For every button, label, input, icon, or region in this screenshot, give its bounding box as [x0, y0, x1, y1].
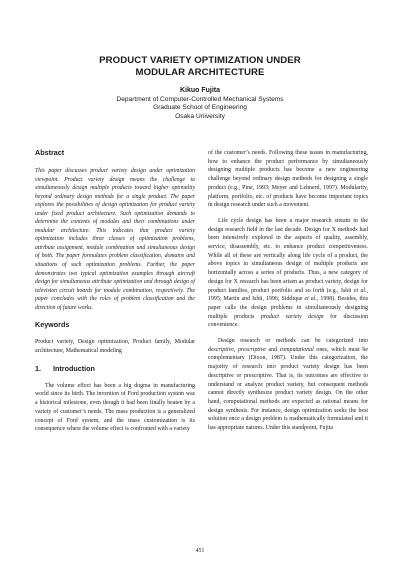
introduction-heading	[35, 364, 195, 373]
author-block	[0, 87, 400, 121]
abstract-text: This paper discusses product variety design under optimization viewpoint. Product variety design means the challenge to simultaneously design multiple products toward higher optimality beyond ordinary design methods for a single product. The paper explores the possibilities of design optimization for product variety under fixed product architecture. Such optimization demands to determine the contents of modules and their combinations under modular architecture. This indicates that product variety optimization includes three classes of optimization problems, attribute assignment, module combination and simultaneous design of both. The paper formulates problem classification, domains and situations of such optimization problems. Further, the paper demonstrates two typical optimization examples through aircraft design for simultaneous attribute optimization and through design of television circuit boards for module combination, respectively. The paper concludes with the roles of problem classification and the direction of future works.	[35, 168, 195, 311]
abstract-heading: Abstract	[35, 148, 65, 157]
right-column	[208, 149, 368, 433]
paper-title	[0, 55, 400, 79]
emphasized-term: descriptive	[208, 346, 234, 353]
text-run: ones, which must be complementary (Dixon, 1987). Under this categorization, the majority of research into product variety design has been descriptive or prescriptive. That is, its outcomes are effective to understand or analyze product variety, but consequent methods cannot directly synthesize product variety design. On the other hand, computational methods are expected as rational means for design synthesis. For instance, design optimization seeks the best solution once a design problem is mathematically formulated and it has appropriate natures. Under this standpoint, Fujita	[208, 346, 368, 432]
title-line-2: MODULAR ARCHITECTURE	[135, 67, 265, 78]
text-run: for discussion convenience.	[208, 313, 368, 329]
text-run: and	[265, 346, 280, 353]
left-column	[35, 148, 195, 434]
affiliation-line-1: Department of Computer-Controlled Mechanical Systems	[116, 95, 284, 103]
section-number: 1.	[35, 363, 41, 373]
author-name: Kikuo Fujita	[179, 87, 221, 94]
text-run: , 1995; Martin and Ishii, 1996; Siddique	[208, 287, 368, 303]
right-paragraph-1: of the customer’s needs. Following these issues in manufacturing, how to enhance the product performance by simultaneously designing multiple products has become a new engineering challenge beyond ordinary design methods for designing a single product (e.g., Pine, 1993; Meyer and Lehnerd, 1997). Modularity, platform, portfolio, etc. of products have become important topics in design research under such a movement.	[208, 150, 368, 209]
affiliation-line-2: Graduate School of Engineering	[153, 104, 247, 112]
right-paragraph-3	[208, 337, 368, 433]
emphasized-term: prescriptive	[237, 346, 266, 353]
title-line-1: PRODUCT VARIETY OPTIMIZATION UNDER	[99, 55, 301, 66]
keywords-heading: Keywords	[35, 320, 70, 330]
keywords-text: Product variety, Design optimization, Product family, Modular architecture, Mathematical modeling	[35, 339, 195, 354]
affiliation-line-3: Osaka University	[175, 112, 225, 120]
section-title: Introduction	[53, 363, 95, 373]
text-run: ,	[233, 346, 238, 353]
introduction-paragraph-1: The volume effect has been a big dogma in manufacturing world since its birth. The invention of Ford production system was a historical milestone, even though it had been finally beaten by a variety of customer’s needs. The mass production is a generalized concept of Ford system, and the mass customization is its consequence where the volume effect is confronted with a variety	[35, 382, 195, 433]
text-run: , 1998). Besides, this paper calls the design problems in simultaneously designing multiple products	[208, 296, 368, 320]
emphasized-term: product variety design	[260, 313, 324, 320]
emphasized-term: computational	[279, 346, 314, 353]
text-run: Design research or methods can be categorized into	[218, 338, 368, 345]
citation-etal: et al.	[353, 287, 367, 294]
citation-etal: et al.	[304, 296, 317, 303]
text-run: Life cycle design has been a major research stream in the design research field in the last decade. Design for X methods had been intensively explored in the aspects of quality, assembly, service, disassembly, etc. to enhance product competitiveness. While all of these are vertically along life cycle of a product, the above topics in simultaneous design of multiple products are horizontally across a series of products. Thus, a new category of design for X research has been arisen as product variety, design for product families, product portfolio and so forth (e.g., Ishii	[208, 217, 368, 294]
right-paragraph-2	[208, 217, 368, 330]
page-number: 451	[195, 548, 205, 554]
